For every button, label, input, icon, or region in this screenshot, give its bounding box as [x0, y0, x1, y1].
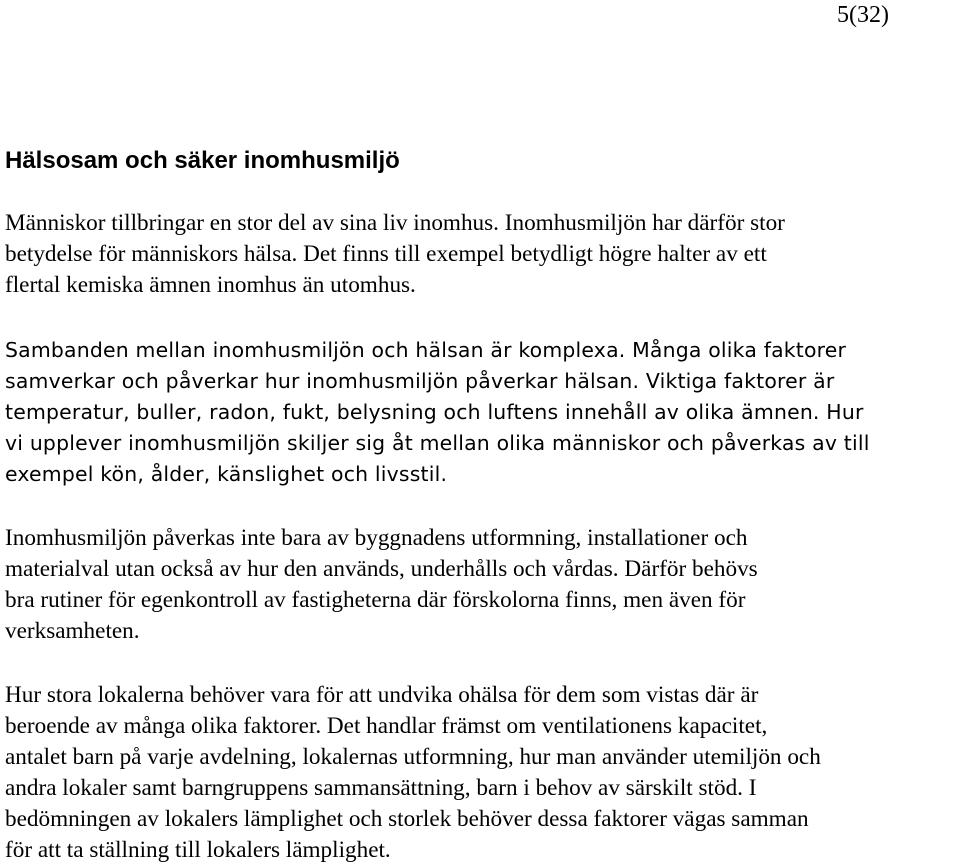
paragraph-line: bedömningen av lokalers lämplighet och storlek behöver dessa faktorer vägas samman	[5, 806, 809, 832]
paragraph-line: exempel kön, ålder, känslighet och livsstil.	[5, 462, 448, 486]
page-number: 5(32)	[837, 2, 889, 28]
paragraph-health-factors	[5, 335, 870, 490]
paragraph-line: Människor tillbringar en stor del av sina liv inomhus. Inomhusmiljön har därför stor	[5, 210, 785, 236]
section-heading: Hälsosam och säker inomhusmiljö	[5, 147, 400, 174]
paragraph-line: flertal kemiska ämnen inomhus än utomhus.	[5, 272, 416, 298]
paragraph-line: temperatur, buller, radon, fukt, belysning och luftens innehåll av olika ämnen. Hur	[5, 400, 864, 424]
paragraph-line: verksamheten.	[5, 618, 140, 644]
paragraph-line: Hur stora lokalerna behöver vara för att undvika ohälsa för dem som vistas där är	[5, 682, 759, 708]
paragraph-line: Sambanden mellan inomhusmiljön och hälsan är komplexa. Många olika faktorer	[5, 338, 847, 362]
paragraph-line: vi upplever inomhusmiljön skiljer sig åt mellan olika människor och påverkas av till	[5, 431, 870, 455]
paragraph-line: betydelse för människors hälsa. Det finns till exempel betydligt högre halter av ett	[5, 241, 767, 267]
paragraph-premises-size	[5, 680, 821, 866]
paragraph-line: bra rutiner för egenkontroll av fastigheterna där förskolorna finns, men även för	[5, 587, 746, 613]
paragraph-line: materialval utan också av hur den används, underhålls och vårdas. Därför behövs	[5, 556, 758, 582]
paragraph-line: för att ta ställning till lokalers lämplighet.	[5, 837, 391, 863]
paragraph-line: andra lokaler samt barngruppens sammansättning, barn i behov av särskilt stöd. I	[5, 775, 757, 801]
paragraph-line: samverkar och påverkar hur inomhusmiljön påverkar hälsan. Viktiga faktorer är	[5, 369, 835, 393]
paragraph-building-maintenance	[5, 523, 758, 647]
paragraph-indoor-time	[5, 208, 785, 301]
paragraph-line: beroende av många olika faktorer. Det handlar främst om ventilationens kapacitet,	[5, 713, 768, 739]
paragraph-line: antalet barn på varje avdelning, lokalernas utformning, hur man använder utemiljön och	[5, 744, 821, 770]
paragraph-line: Inomhusmiljön påverkas inte bara av byggnadens utformning, installationer och	[5, 525, 748, 551]
